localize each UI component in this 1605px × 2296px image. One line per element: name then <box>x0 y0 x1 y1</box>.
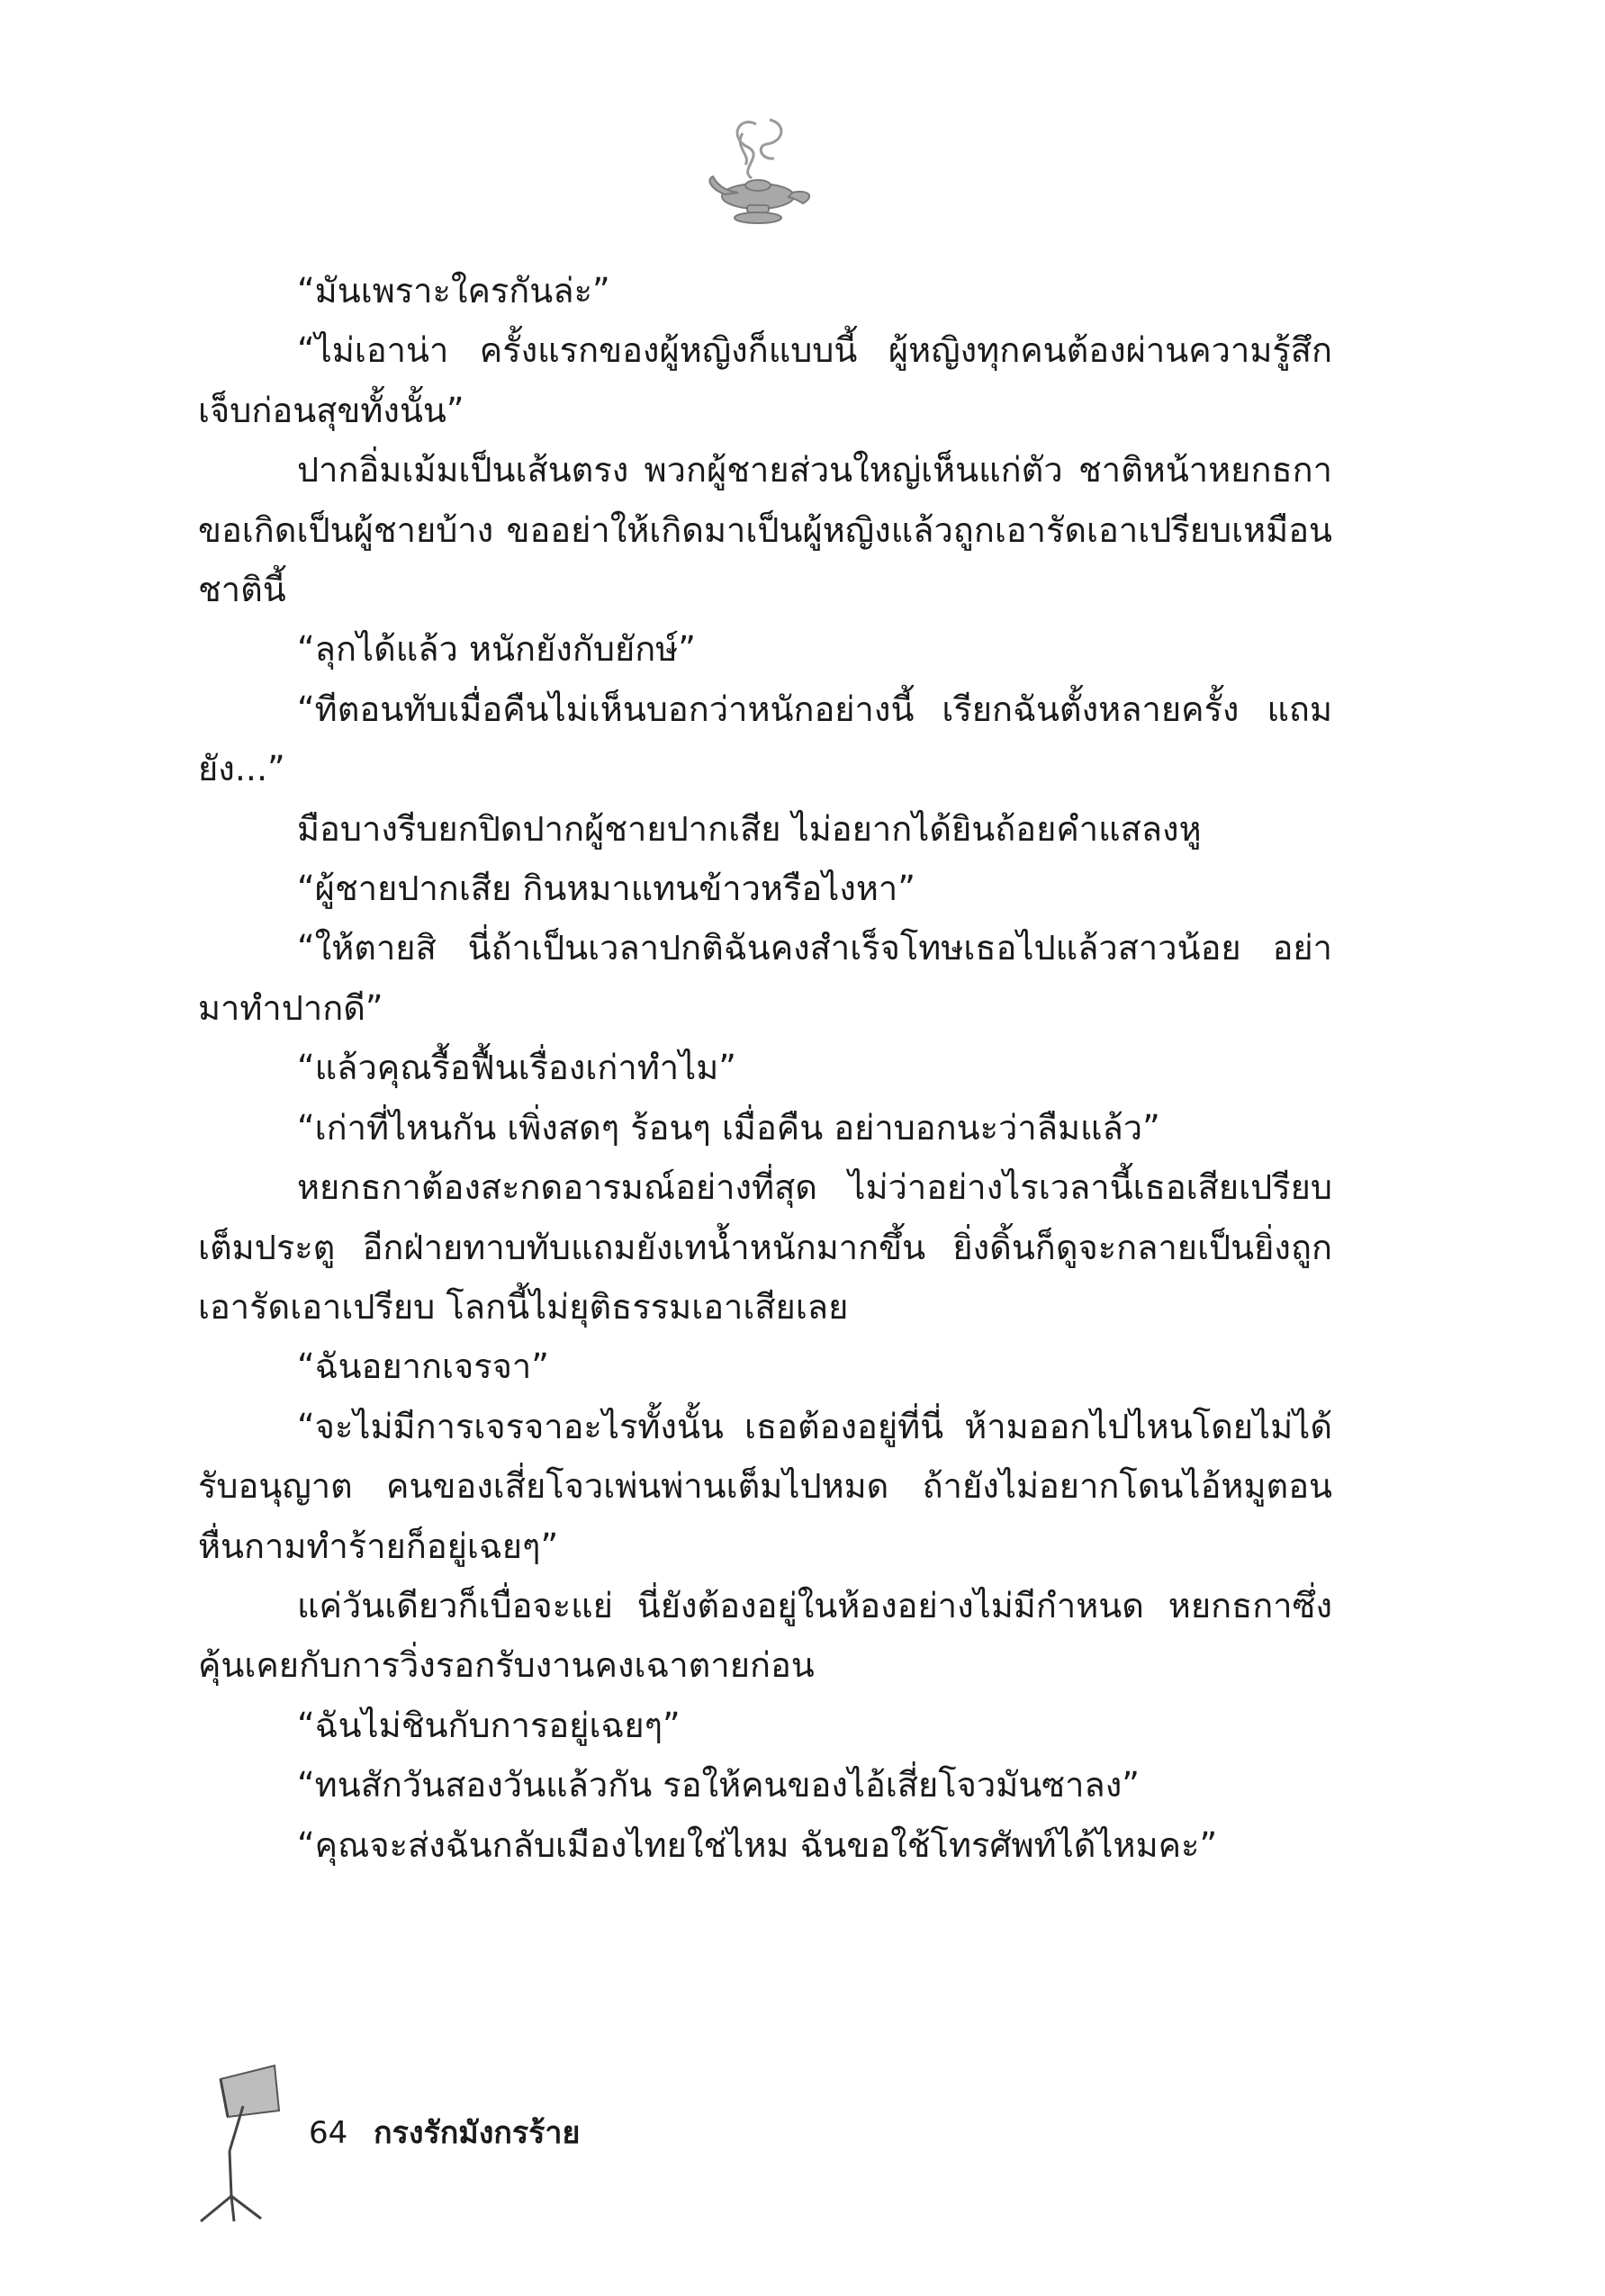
body-text <box>198 261 1332 1875</box>
paragraph: หยกธกาต้องสะกดอารมณ์อย่างที่สุด ไม่ว่าอย่างไรเวลานี้เธอเสียเปรียบเต็มประตู อีกฝ่ายทาบทับแถมยังเทน้ำหนักมากขึ้น ยิ่งดิ้นก็ดูจะกลายเป็นยิ่งถูกเอารัดเอาเปรียบ โลกนี้ไม่ยุติธรรมเอาเสียเลย <box>198 1167 1332 1327</box>
paragraph: “ทีตอนทับเมื่อคืนไม่เห็นบอกว่าหนักอย่างนี้ เรียกฉันตั้งหลายครั้ง แถมยัง...” <box>198 689 1332 789</box>
paragraph: “ลุกได้แล้ว หนักยังกับยักษ์” <box>297 629 696 670</box>
paragraph: ปากอิ่มเม้มเป็นเส้นตรง พวกผู้ชายส่วนใหญ่เห็นแก่ตัว ชาติหน้าหยกธกาขอเกิดเป็นผู้ชายบ้าง ขออย่าให้เกิดมาเป็นผู้หญิงแล้วถูกเอารัดเอาเปรียบเหมือนชาตินี้ <box>198 450 1332 610</box>
paragraph: “คุณจะส่งฉันกลับเมืองไทยใช่ไหม ฉันขอใช้โทรศัพท์ได้ไหมคะ” <box>297 1824 1218 1865</box>
page-footer <box>194 2061 824 2223</box>
paragraph: “ฉันไม่ชินกับการอยู่เฉยๆ” <box>297 1705 681 1745</box>
paragraph: “ผู้ชายปากเสีย กินหมาแทนข้าวหรือไงหา” <box>297 869 915 909</box>
paragraph: “จะไม่มีการเจรจาอะไรทั้งนั้น เธอต้องอยู่ที่นี่ ห้ามออกไปไหนโดยไม่ได้รับอนุญาต คนของเสี่ยโจวเพ่นพ่านเต็มไปหมด ถ้ายังไม่อยากโดนไอ้หมูตอนหื่นกามทำร้ายก็อยู่เฉยๆ” <box>198 1406 1332 1566</box>
paragraph: แค่วันเดียวก็เบื่อจะแย่ นี่ยังต้องอยู่ในห้องอย่างไม่มีกำหนด หยกธกาซึ่งคุ้นเคยกับการวิ่งรอกรับงานคงเฉาตายก่อน <box>198 1585 1332 1686</box>
paragraph: “ทนสักวันสองวันแล้วกัน รอให้คนของไอ้เสี่ยโจวมันซาลง” <box>297 1765 1140 1805</box>
paragraph: “ให้ตายสิ นี่ถ้าเป็นเวลาปกติฉันคงสำเร็จโทษเธอไปแล้วสาวน้อย อย่ามาทำปากดี” <box>198 928 1332 1028</box>
magic-lamp-icon <box>702 106 819 232</box>
book-title: กรงรักมังกรร้าย <box>374 2115 581 2151</box>
paragraph: “ไม่เอาน่า ครั้งแรกของผู้หญิงก็แบบนี้ ผู้หญิงทุกคนต้องผ่านความรู้สึกเจ็บก่อนสุขทั้งนั้น” <box>198 330 1332 430</box>
paragraph: “แล้วคุณรื้อฟื้นเรื่องเก่าทำไม” <box>297 1048 736 1088</box>
paragraph: “เก่าที่ไหนกัน เพิ่งสดๆ ร้อนๆ เมื่อคืน อย่าบอกนะว่าลืมแล้ว” <box>297 1107 1160 1148</box>
paragraph: “ฉันอยากเจรจา” <box>297 1346 549 1387</box>
studio-light-icon <box>194 2061 293 2223</box>
paragraph: “มันเพราะใครกันล่ะ” <box>297 271 610 311</box>
page-number: 64 <box>309 2115 348 2151</box>
paragraph: มือบางรีบยกปิดปากผู้ชายปากเสีย ไม่อยากได้ยินถ้อยคำแสลงหู <box>297 808 1202 849</box>
